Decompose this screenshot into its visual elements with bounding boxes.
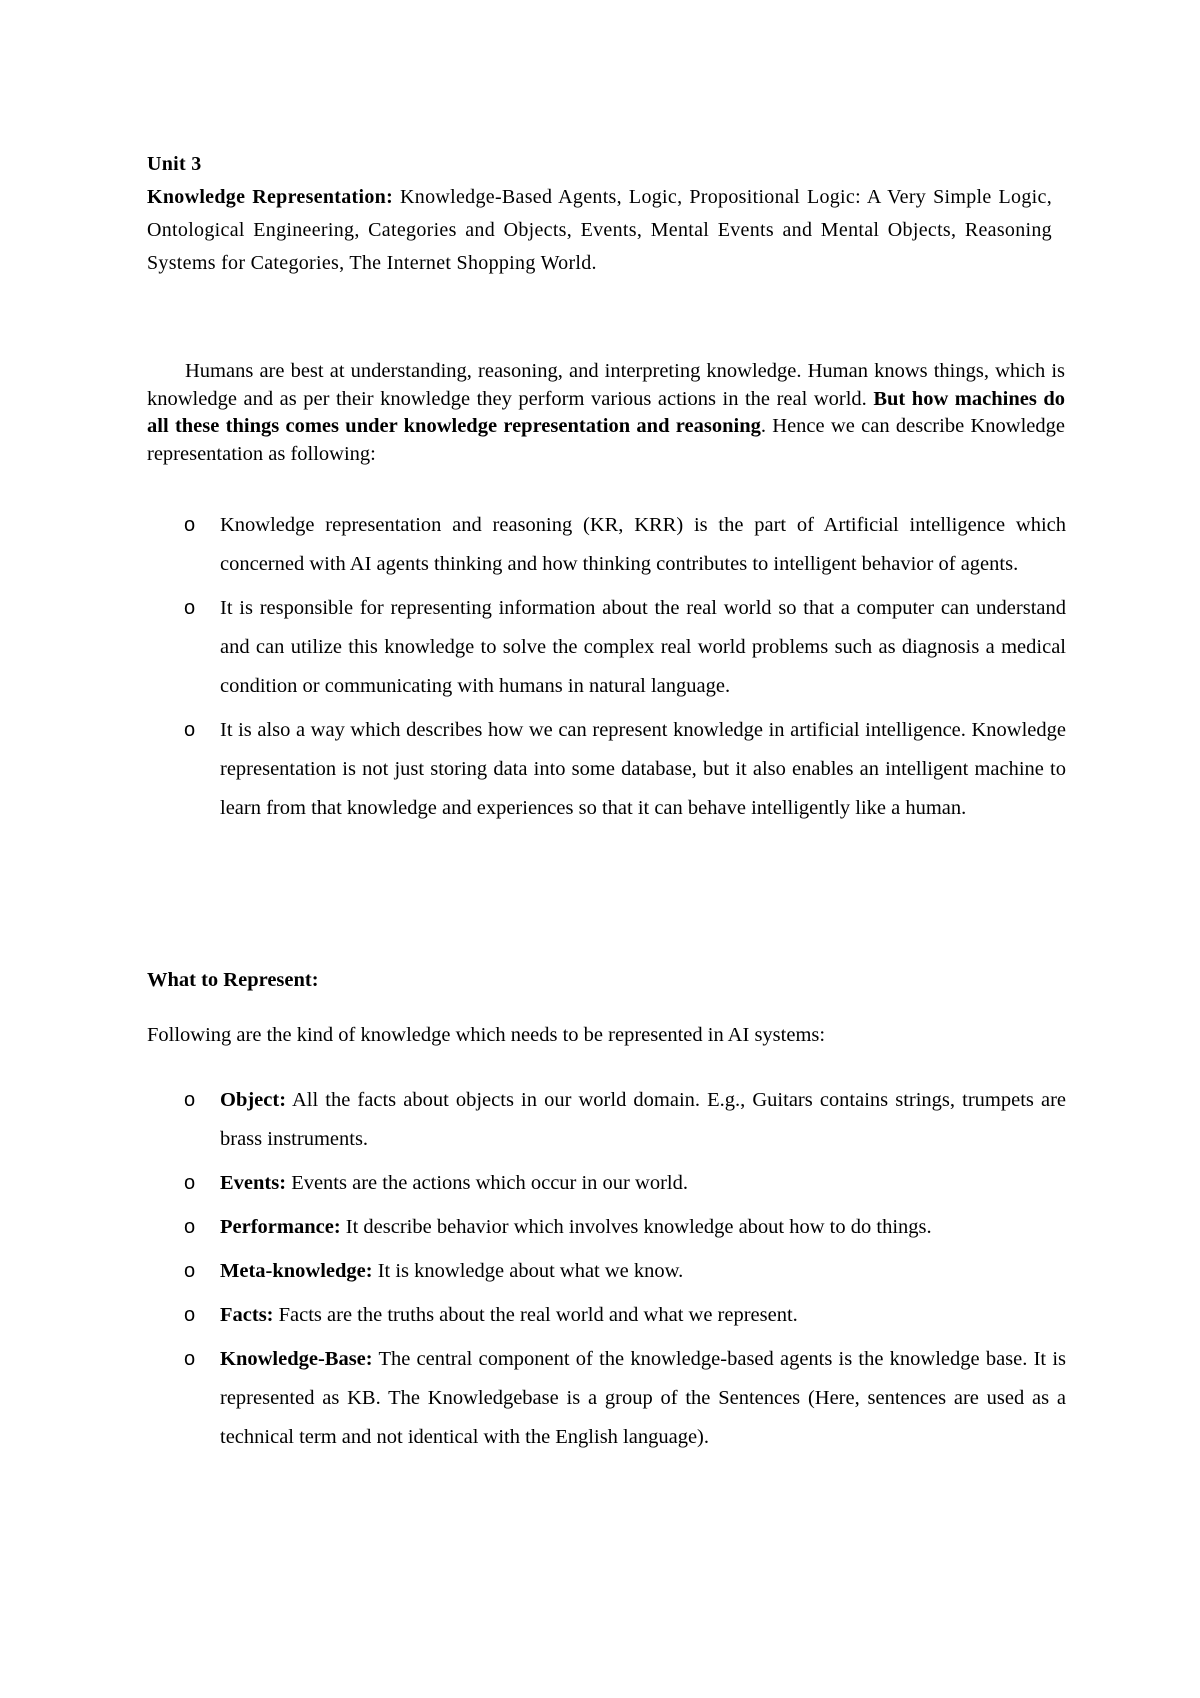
- bullet-icon: o: [184, 719, 196, 741]
- term-label: Events:: [220, 1172, 287, 1194]
- list-item: o Object: All the facts about objects in our world domain. E.g., Guitars contains strings, trumpets are brass instruments.: [184, 1081, 1066, 1159]
- list-item: o Knowledge representation and reasoning (KR, KRR) is the part of Artificial intelligence which concerned with AI agents thinking and how thinking contributes to intelligent behavior of agents.: [184, 506, 1066, 584]
- list-item: o It is also a way which describes how we can represent knowledge in artificial intelligence. Knowledge representation is not just storing data into some database, but it also enables an intelligent machine to learn from that knowledge and experiences so that it can behave intelligently like a human.: [184, 711, 1066, 828]
- bullet-icon: o: [184, 1260, 196, 1282]
- intro-text-bold: But how machines do all these things comes under knowledge representation and reasoning: [147, 387, 1065, 437]
- unit-topics: [147, 181, 1052, 280]
- topics-label: Knowledge Representation:: [147, 186, 394, 208]
- intro-paragraph: [147, 358, 1065, 468]
- intro-text-start: Humans are best at understanding, reasoning, and interpreting knowledge. Human knows things, which is knowledge and as per their knowledge they perform various actions in the real world.: [147, 360, 1065, 410]
- unit-title: Unit 3: [147, 153, 202, 175]
- list-item: o Knowledge-Base: The central component of the knowledge-based agents is the knowledge base. It is represented as KB. The Knowledgebase is a group of the Sentences (Here, sentences are used as a technical term and not identical with the English language).: [184, 1340, 1066, 1457]
- intro-text-end: . Hence we can describe Knowledge representation as following:: [147, 415, 1065, 465]
- list-item: o Meta-knowledge: It is knowledge about what we know.: [184, 1252, 1066, 1291]
- knowledge-types-list: [184, 1081, 1066, 1462]
- bullet-icon: o: [184, 1348, 196, 1370]
- term-label: Facts:: [220, 1304, 274, 1326]
- list-item: o Performance: It describe behavior which involves knowledge about how to do things.: [184, 1208, 1066, 1247]
- section-intro: Following are the kind of knowledge which needs to be represented in AI systems:: [147, 1024, 826, 1046]
- term-label: Object:: [220, 1089, 287, 1111]
- bullet-icon: o: [184, 514, 196, 536]
- kr-points-list: [184, 506, 1066, 833]
- bullet-icon: o: [184, 1172, 196, 1194]
- term-label: Knowledge-Base:: [220, 1348, 373, 1370]
- section-heading: What to Represent:: [147, 969, 319, 991]
- list-item: o It is responsible for representing information about the real world so that a computer can understand and can utilize this knowledge to solve the complex real world problems such as diagnosis a medical condition or communicating with humans in natural language.: [184, 589, 1066, 706]
- unit-header: [147, 148, 1052, 280]
- bullet-icon: o: [184, 1216, 196, 1238]
- term-label: Meta-knowledge:: [220, 1260, 373, 1282]
- list-item: o Facts: Facts are the truths about the real world and what we represent.: [184, 1296, 1066, 1335]
- bullet-icon: o: [184, 1304, 196, 1326]
- topics-text: Knowledge-Based Agents, Logic, Propositional Logic: A Very Simple Logic, Ontological Engineering, Categories and Objects, Events, Mental Events and Mental Objects, Reasoning Systems for Categories, The Internet Shopping World.: [147, 186, 1052, 274]
- bullet-icon: o: [184, 597, 196, 619]
- term-label: Performance:: [220, 1216, 341, 1238]
- list-item: o Events: Events are the actions which occur in our world.: [184, 1164, 1066, 1203]
- bullet-icon: o: [184, 1089, 196, 1111]
